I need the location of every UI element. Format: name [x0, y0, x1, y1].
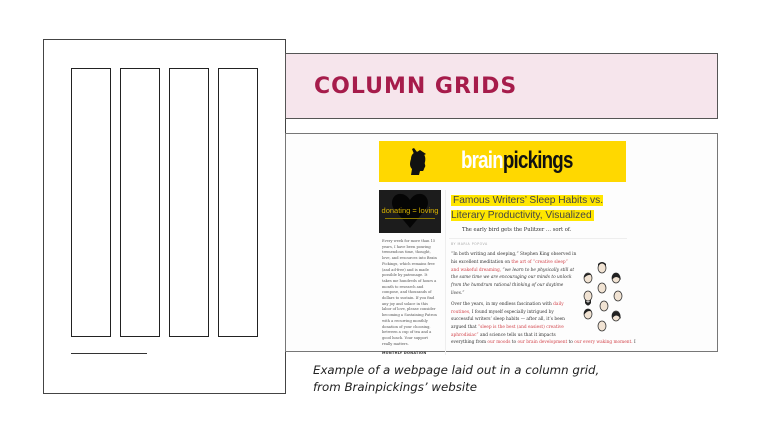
- donate-divider: [385, 218, 435, 219]
- slide-title: COLUMN GRIDS: [314, 73, 518, 99]
- article-byline: BY MARIA POPOVA: [451, 242, 488, 246]
- sidebar-divider: [445, 190, 446, 355]
- column-grid-wireframe: [43, 39, 286, 394]
- grid-column-4: [218, 68, 258, 337]
- brainpickings-logo[interactable]: brainpickings: [461, 147, 573, 174]
- article-paragraph-1: “In both writing and sleeping,” Stephen King observed in his excellent meditation on the art of “creative sleep” and wakeful dreaming, “we learn to be physically still at the same time we are encouraging our minds to unlock from the humdrum rational thinking of our daytime lives.”: [451, 252, 577, 296]
- daily-routines-link[interactable]: daily routines,: [451, 301, 564, 315]
- grid-column-2: [120, 68, 160, 337]
- waking-moment-link[interactable]: our every waking moment.: [574, 340, 633, 345]
- website-screenshot: [285, 133, 718, 355]
- article-paragraph-3: everything from our moods to our brain development to our every waking moment. I: [451, 340, 636, 345]
- grid-column-1: [71, 68, 111, 337]
- figure-caption: Example of a webpage laid out in a column grid, from Brainpickings’ website: [313, 363, 600, 394]
- head-silhouette-icon: [406, 147, 428, 175]
- sleep-aphrodisiac-link[interactable]: “sleep is the best (and easiest) creative aphrodisiac”: [451, 325, 564, 338]
- brain-development-link[interactable]: our brain development: [517, 340, 568, 345]
- site-header: [379, 141, 626, 182]
- writers-portraits-illustration: [580, 262, 626, 334]
- footer-rule: [71, 353, 147, 354]
- byline-divider: [449, 238, 627, 239]
- title-banner: [285, 53, 718, 119]
- monthly-donation-link[interactable]: MONTHLY DONATION: [382, 351, 427, 355]
- sidebar-appeal-text: Every week for more than 15 years, I have been pouring tremendous time, thought, love, and resources into Brain Pickings, which remains free (and ad-free) and is made possible by patronage. It takes me hundreds of hours a month to research and compose, and thousands of dollars to sustain. If you find any joy and solace in this labor of love, please consider becoming a Sustaining Patron with a recurring monthly donation of your choosing, between a cup of tea and a good lunch. Your support really matters.: [382, 239, 437, 346]
- article-body: [451, 251, 577, 343]
- grid-column-3: [169, 68, 209, 337]
- our-moods-link[interactable]: our moods: [487, 340, 511, 345]
- article-paragraph-2: Over the years, in my endless fascination with daily routines, I found myself especially intrigued by successful writers’ sleep habits — after all, it’s been argued that “sleep is the best (and easiest) creative aphrodisiac” and science tells us that it impacts: [451, 301, 565, 338]
- donate-banner[interactable]: [379, 190, 441, 233]
- donate-label: donating = loving: [381, 206, 439, 215]
- article-subtitle: The early bird gets the Pulitzer … sort of.: [462, 227, 572, 233]
- creative-sleep-link[interactable]: the art of “creative sleep” and wakeful dreaming,: [451, 259, 568, 273]
- article-title[interactable]: Famous Writers’ Sleep Habits vs. Literary Productivity, Visualized: [451, 195, 604, 221]
